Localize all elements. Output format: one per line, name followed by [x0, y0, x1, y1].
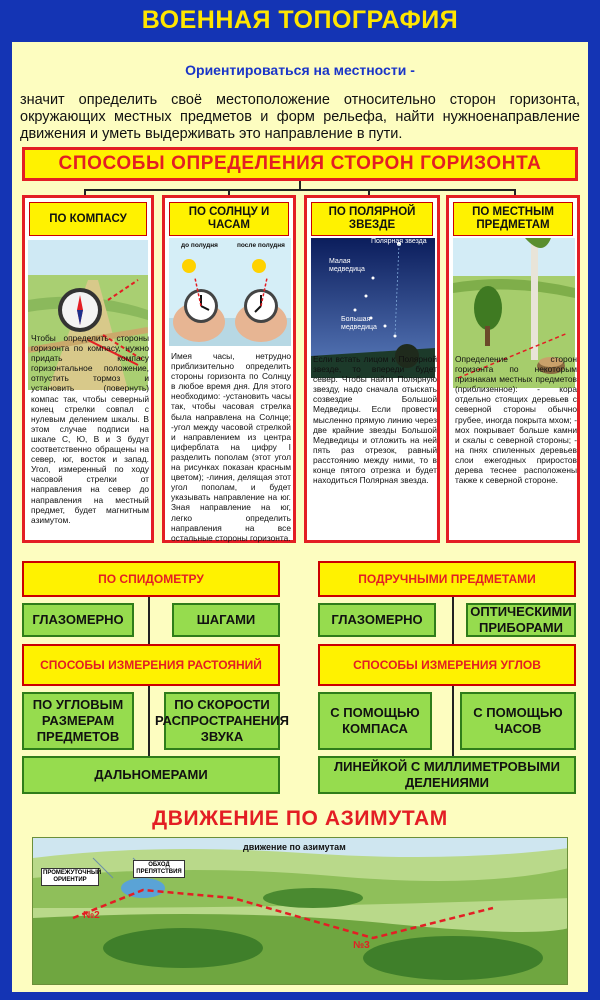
azimuth-inner-heading: движение по азимутам	[243, 842, 346, 852]
angular-size-box: ПО УГЛОВЫМ РАЗМЕРАМ ПРЕДМЕТОВ	[22, 692, 134, 750]
method-local-objects-text: Определение сторон горизонта по некоторым признакам местных предметов (приблизенное): - кора отдельно стоящих деревьев с северной стороны обычно грубее, иногда покрыта мхом; - мох покрывает больше камни и скалы с северной стороны; - на пнях спиленных деревьев слои ежегодных приростов дерева теснее расположены также к северной стороне.	[455, 354, 577, 486]
method-polar-star	[304, 195, 440, 543]
method-compass-label: ПО КОМПАСУ	[29, 202, 147, 236]
method-compass	[22, 195, 154, 543]
sound-speed-box: ПО СКОРОСТИ РАСПРОСТРАНЕНИЯ ЗВУКА	[164, 692, 280, 750]
ruler-box: ЛИНЕЙКОЙ С МИЛЛИМЕТРОВЫМИ ДЕЛЕНИЯМИ	[318, 756, 576, 794]
watch-illustration	[169, 238, 291, 346]
marker-n2: №2	[83, 910, 100, 921]
waypoint-label: ПРОМЕЖУТОЧНЫЙ ОРИЕНТИР	[41, 868, 99, 886]
big-bear-label: Большая медведица	[341, 316, 377, 331]
subtitle: Ориентироваться на местности -	[185, 62, 415, 78]
method-local-objects-label: ПО МЕСТНЫМ ПРЕДМЕТАМ	[453, 202, 573, 236]
method-sun-watch-text: Имея часы, нетрудно приблизительно определить стороны горизонта по Солнцу в любое время дня. Для этого необходимо: -установить часы так, чтобы часовая стрелка была направлена на Солнце; -угол между часовой стрелкой и направлением из центра циферблата на цифру I разделить пополам (этот угол на рисунках показан красным цветом); -линия, делящая этот угол пополам, и будет указывать направление на юг. Зная направление на юг, легко определить направления на все остальные стороны горизонта.	[171, 351, 291, 543]
polar-star-label: Полярная звезда	[371, 238, 427, 245]
rangefinders-box: ДАЛЬНОМЕРАМИ	[22, 756, 280, 794]
azimuth-heading: ДВИЖЕНИЕ ПО АЗИМУТАМ	[152, 807, 448, 830]
optical-instruments-box: ОПТИЧЕСКИМИ ПРИБОРАМИ	[466, 603, 576, 637]
after-noon-label: после полудня	[237, 242, 285, 249]
intro-text: значит определить своё местоположение относительно сторон горизонта, окружающих местных предметов и форм рельефа, найти нужноенаправление движения и уметь выдерживать это направление в пути.	[20, 92, 580, 142]
steps-box: ШАГАМИ	[172, 603, 280, 637]
poster-title: ВОЕННАЯ ТОПОГРАФИЯ	[141, 6, 459, 34]
before-noon-label: до полудня	[181, 242, 218, 249]
improvised-objects-box: ПОДРУЧНЫМИ ПРЕДМЕТАМИ	[318, 561, 576, 597]
method-sun-watch	[162, 195, 296, 543]
detour-label: ОБХОД ПРЕПЯТСТВИЯ	[133, 860, 185, 878]
marker-n3: №3	[353, 940, 370, 951]
angle-methods-heading: СПОСОБЫ ИЗМЕРЕНИЯ УГЛОВ	[318, 644, 576, 686]
compass-angle-box: С ПОМОЩЬЮ КОМПАСА	[318, 692, 432, 750]
distance-methods-heading: СПОСОБЫ ИЗМЕРЕНИЯ РАСТОЯНИЙ	[22, 644, 280, 686]
small-bear-label: Малая медведица	[329, 258, 365, 273]
method-polar-star-label: ПО ПОЛЯРНОЙ ЗВЕЗДЕ	[311, 202, 433, 236]
method-compass-text: Чтобы определить стороны горизонта по компасу, нужно придать компасу горизонтальное положение, отпустить тормоз и установить (повернуть) компас так, чтобы северный конец стрелки совпал с нулевым делением шкалы. В этом случае подписи на шкале С, Ю, В и З будут соответственно обращены на север, юг, восток и запад. Угол, измеренный по ходу часовой стрелки от направления на север до направления на местный предмет, будет магнитным азимутом.	[31, 333, 149, 525]
methods-heading: СПОСОБЫ ОПРЕДЕЛЕНИЯ СТОРОН ГОРИЗОНТА	[22, 147, 578, 181]
connector	[84, 189, 516, 191]
speedometer-box: ПО СПИДОМЕТРУ	[22, 561, 280, 597]
angle-by-eye-box: ГЛАЗОМЕРНО	[318, 603, 436, 637]
distance-by-eye-box: ГЛАЗОМЕРНО	[22, 603, 134, 637]
method-sun-watch-label: ПО СОЛНЦУ И ЧАСАМ	[169, 202, 289, 236]
azimuth-landscape	[32, 837, 568, 985]
watch-angle-box: С ПОМОЩЬЮ ЧАСОВ	[460, 692, 576, 750]
method-local-objects	[446, 195, 580, 543]
method-polar-star-text: Если встать лицом к Полярной звезде, то впереди будет север. Чтобы найти Полярную звезду, надо сначала отыскать созвездие Большой Медведицы. Если провести мысленно прямую линию через две крайние звезды Большой Медведицы и отложить на ней пять раз отрезок, равный расстоянию между ними, то в конце пятого отрезка и будет находиться Полярная звезда.	[313, 354, 437, 486]
